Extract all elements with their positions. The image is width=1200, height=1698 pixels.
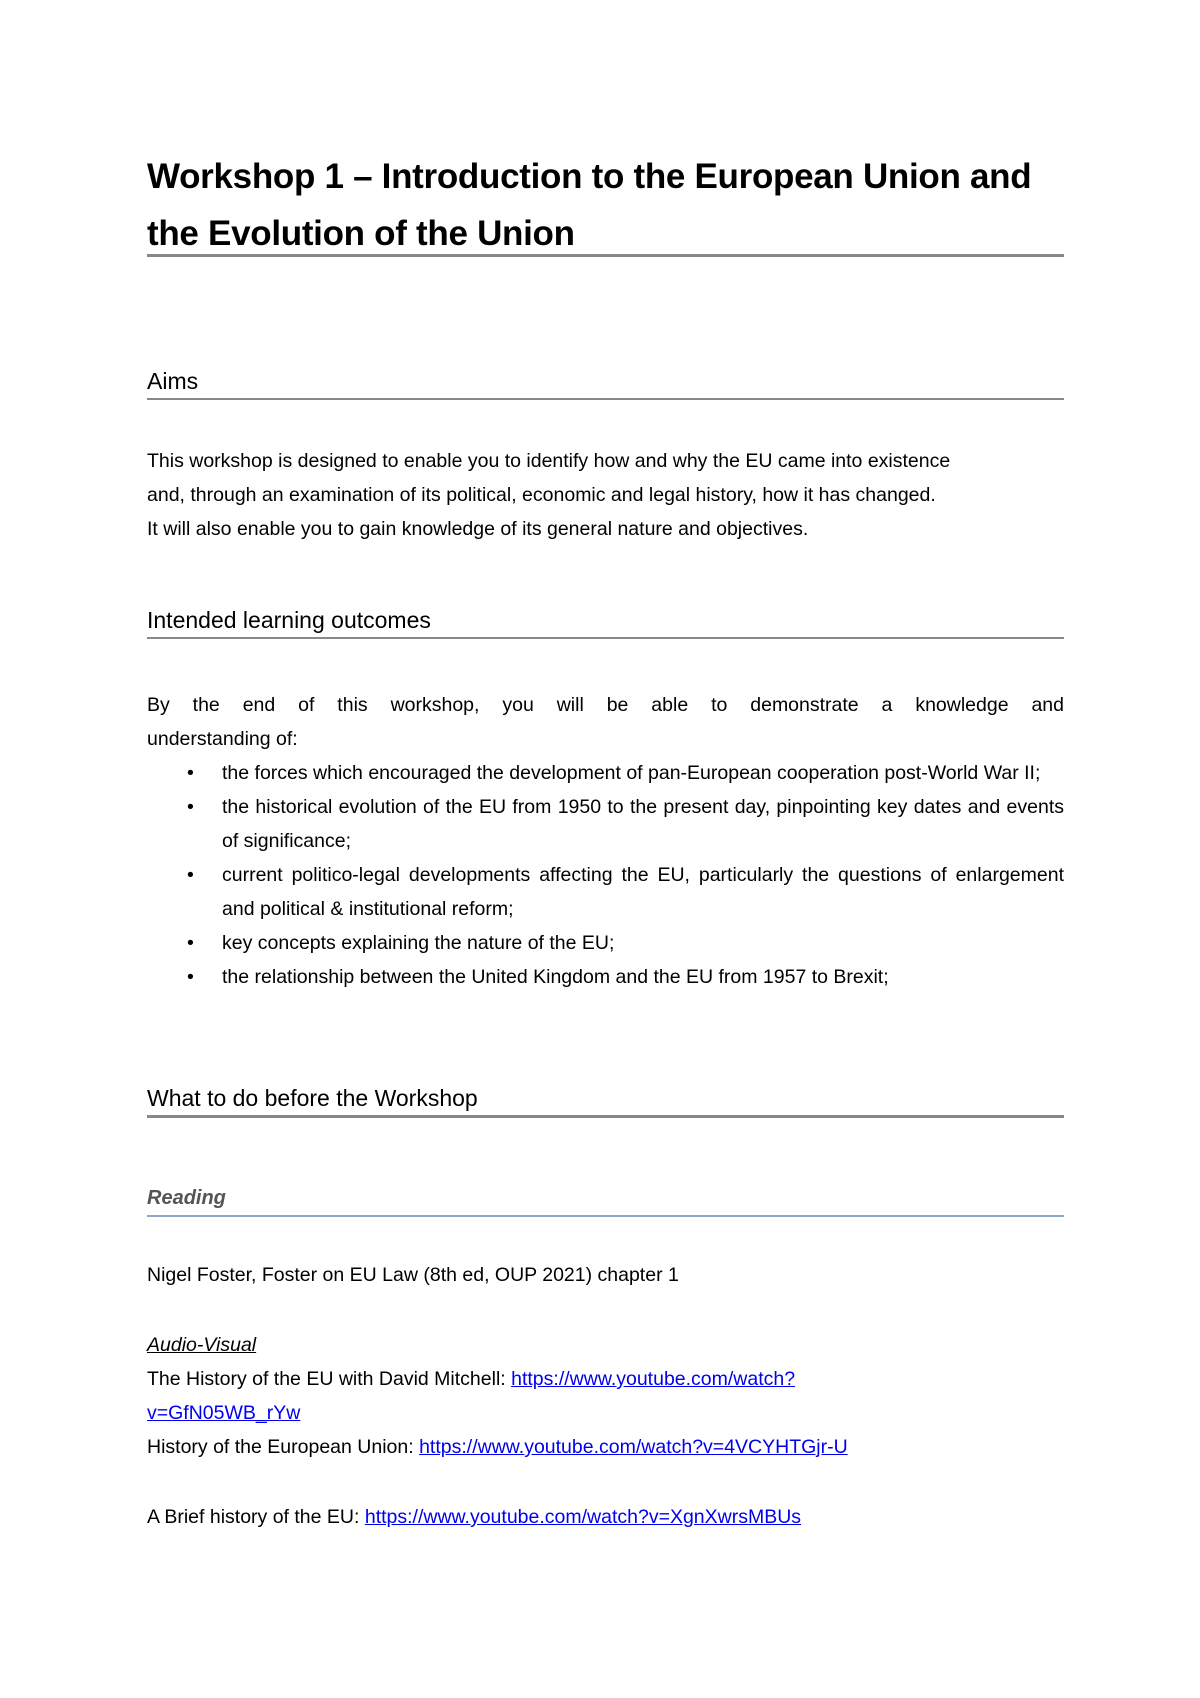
list-item: • key concepts explaining the nature of the EU; [147,926,1064,960]
before-heading: What to do before the Workshop [147,1085,478,1111]
aims-line-1: This workshop is designed to enable you to identify how and why the EU came into existence [147,450,951,472]
reading-rule [147,1215,1064,1217]
bullet-icon: • [187,864,194,886]
reading-heading: Reading [147,1187,226,1209]
before-rule [147,1115,1064,1118]
av-item-1: The History of the EU with David Mitchell: https://www.youtube.com/watch? [147,1368,796,1390]
title-rule [147,254,1064,257]
outcomes-rule [147,637,1064,639]
bullet-icon: • [187,762,194,784]
youtube-link-3[interactable]: https://www.youtube.com/watch?v=XgnXwrsMBUs [364,1506,802,1528]
bullet-icon: • [187,932,194,954]
page-title [147,148,1067,262]
title-line-1: Workshop 1 – Introduction to the European Union and [147,157,1032,196]
list-item: • current politico-legal developments affecting the EU, particularly the questions of enlargement and political & institutional reform; [147,858,1064,926]
title-line-2: the Evolution of the Union [147,214,575,253]
av-item-1-cont [147,1396,1064,1430]
outcomes-heading: Intended learning outcomes [147,607,431,633]
bullet-icon: • [187,966,194,988]
list-item: • the relationship between the United Kingdom and the EU from 1957 to Brexit; [147,960,1064,994]
av-item-2: History of the European Union: https://www.youtube.com/watch?v=4VCYHTGjr-U [147,1436,848,1458]
outcomes-intro-line-2: understanding of: [147,728,298,750]
outcomes-list [147,756,1064,994]
youtube-link-1-cont[interactable]: v=GfN05WB_rYw [147,1402,301,1424]
aims-line-2: and, through an examination of its political, economic and legal history, how it has changed. [147,484,936,506]
list-item: • the forces which encouraged the development of pan-European cooperation post-World War II; [147,756,1064,790]
aims-heading: Aims [147,368,199,394]
aims-line-3: It will also enable you to gain knowledge of its general nature and objectives. [147,518,809,540]
audio-visual-block [147,1328,1064,1464]
audio-visual-heading: Audio-Visual [147,1334,257,1356]
bullet-icon: • [187,796,194,818]
list-item: • the historical evolution of the EU from 1950 to the present day, pinpointing key dates and events of significance; [147,790,1064,858]
reading-text: Nigel Foster, Foster on EU Law (8th ed, OUP 2021) chapter 1 [147,1264,679,1286]
youtube-link-2[interactable]: https://www.youtube.com/watch?v=4VCYHTGjr-U [419,1436,848,1458]
outcomes-intro [147,688,1064,756]
aims-rule [147,398,1064,400]
youtube-link-1[interactable]: https://www.youtube.com/watch? [511,1368,796,1390]
outcomes-intro-line-1: By the end of this workshop, you will be able to demonstrate a knowledge and [147,694,1064,716]
av-item-3: A Brief history of the EU: https://www.youtube.com/watch?v=XgnXwrsMBUs [147,1506,802,1528]
aims-paragraph [147,444,1064,546]
